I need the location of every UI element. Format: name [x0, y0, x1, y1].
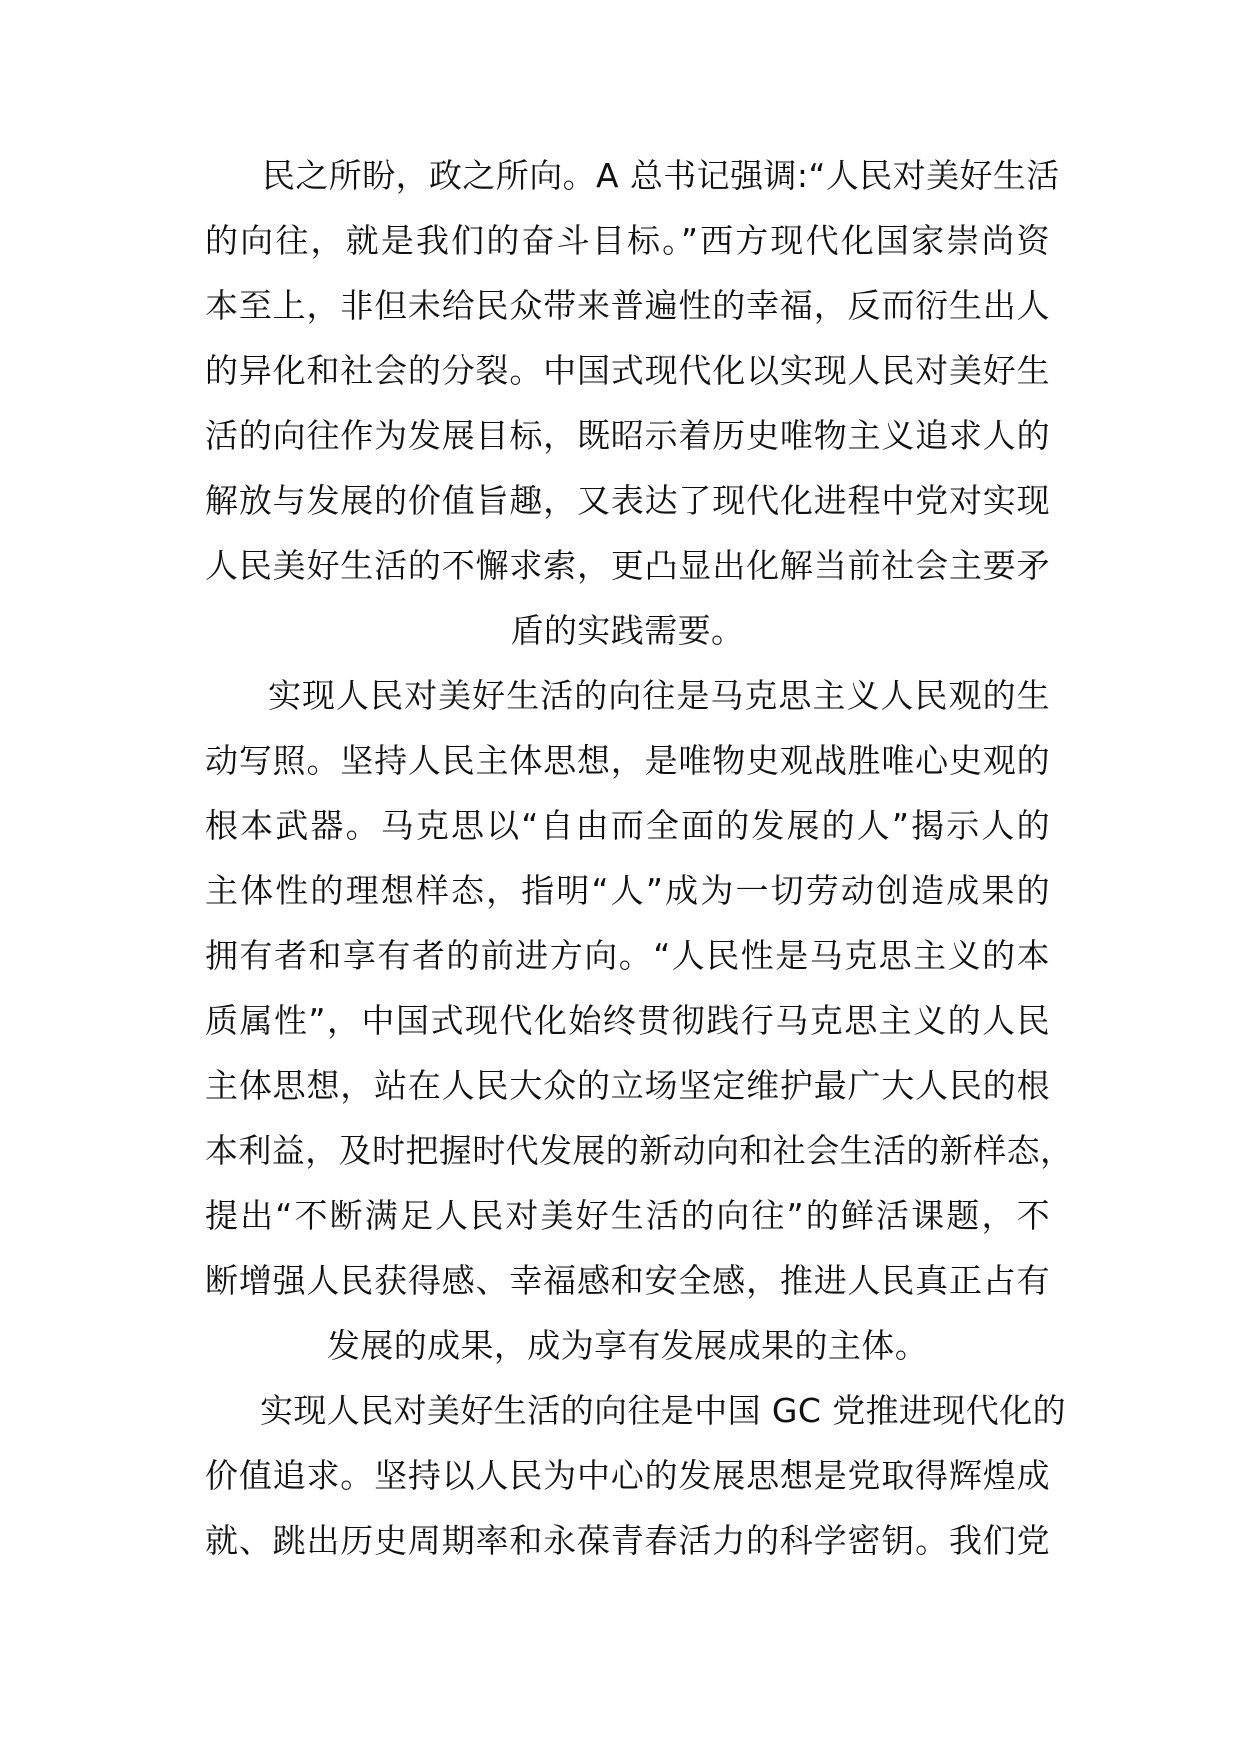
paragraph-2-line-7: 主体思想，站在人民大众的立场坚定维护最广大人民的根 [205, 1066, 1050, 1105]
paragraph-3-line-2: 价值追求。坚持以人民为中心的发展思想是党取得辉煌成 [205, 1456, 1050, 1495]
paragraph-1-line-3: 本至上，非但未给民众带来普遍性的幸福，反而衍生出人 [205, 286, 1050, 325]
paragraph-1-line-4: 的异化和社会的分裂。中国式现代化以实现人民对美好生 [205, 351, 1050, 390]
paragraph-2-line-1: 实现人民对美好生活的向往是马克思主义人民观的生 [268, 676, 1050, 715]
paragraph-2-line-4: 主体性的理想样态，指明“人”成为一切劳动创造成果的 [205, 871, 1050, 910]
paragraph-2-line-2: 动写照。坚持人民主体思想，是唯物史观战胜唯心史观的 [205, 741, 1050, 780]
paragraph-2-line-6: 质属性”，中国式现代化始终贯彻践行马克思主义的人民 [205, 1001, 1050, 1040]
paragraph-2-line-11: 发展的成果，成为享有发展成果的主体。 [326, 1326, 929, 1365]
paragraph-2-line-9: 提出“不断满足人民对美好生活的向往”的鲜活课题，不 [205, 1196, 1050, 1235]
paragraph-1-line-8: 盾的实践需要。 [510, 611, 745, 650]
paragraph-2-line-5: 拥有者和享有者的前进方向。“人民性是马克思主义的本 [205, 936, 1050, 975]
paragraph-2-line-8: 本利益，及时把握时代发展的新动向和社会生活的新样态， [205, 1131, 1074, 1170]
paragraph-1-line-2: 的向往，就是我们的奋斗目标。”西方现代化国家崇尚资 [205, 221, 1050, 260]
paragraph-1-line-1: 民之所盼，政之所向。A 总书记强调:“人民对美好生活 [262, 156, 1060, 195]
paragraph-1-line-7: 人民美好生活的不懈求索，更凸显出化解当前社会主要矛 [205, 546, 1050, 585]
paragraph-1-line-6: 解放与发展的价值旨趣，又表达了现代化进程中党对实现 [205, 481, 1050, 520]
paragraph-3-line-3: 就、跳出历史周期率和永葆青春活力的科学密钥。我们党 [205, 1521, 1050, 1560]
paragraph-3-line-1: 实现人民对美好生活的向往是中国 GC 党推进现代化的 [260, 1391, 1066, 1430]
paragraph-2-line-10: 断增强人民获得感、幸福感和安全感，推进人民真正占有 [205, 1261, 1050, 1300]
paragraph-2-line-3: 根本武器。马克思以“自由而全面的发展的人”揭示人的 [205, 806, 1050, 845]
paragraph-1-line-5: 活的向往作为发展目标，既昭示着历史唯物主义追求人的 [205, 416, 1050, 455]
